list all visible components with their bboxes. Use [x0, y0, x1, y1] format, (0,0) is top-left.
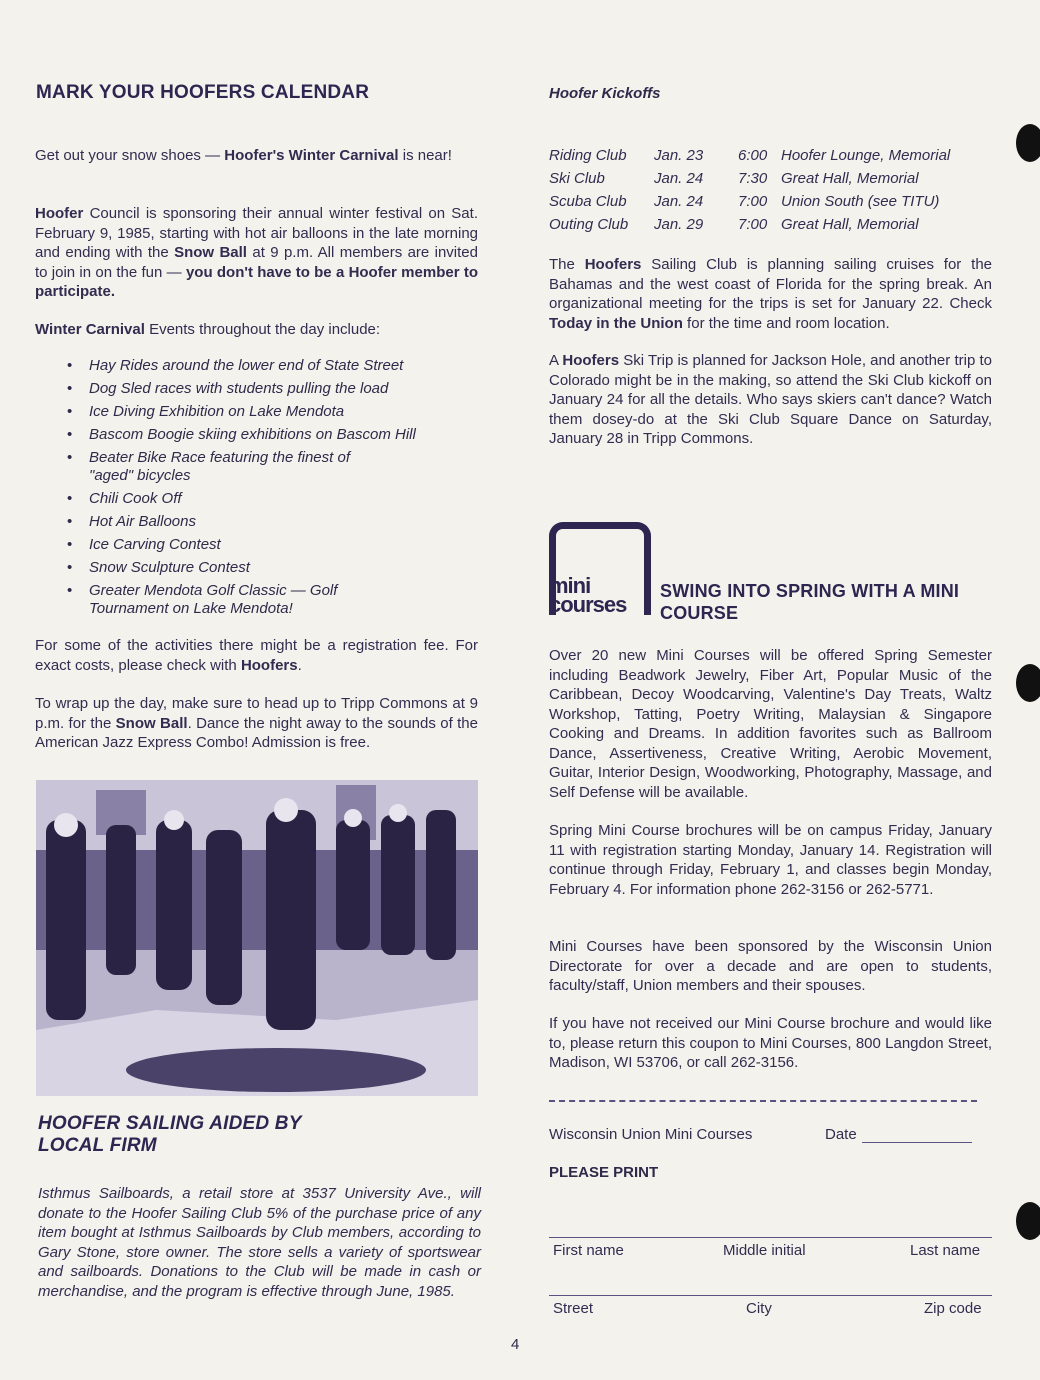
binder-hole [1016, 124, 1040, 162]
list-item: • Ice Carving Contest [35, 536, 465, 554]
time-cell: 7:00 [738, 193, 768, 210]
carnival-intro [35, 146, 478, 166]
calendar-title: MARK YOUR HOOFERS CALENDAR [36, 82, 370, 103]
mini-paragraph-3: Mini Courses have been sponsored by the Wisconsin Union Directorate for over a decade and are open to students, faculty/staff, Union members and their spouses. [549, 938, 992, 994]
council-paragraph [35, 204, 478, 302]
date-cell: Jan. 24 [654, 170, 704, 187]
text: for the time and room location. [682, 314, 890, 332]
last-name-label: Last name [910, 1242, 981, 1259]
table-row [549, 147, 950, 170]
logo-text [549, 573, 627, 617]
table-row [549, 216, 950, 239]
bold-text: Hoofers [584, 256, 642, 273]
text: . Dance the night away to the sounds of the American Jazz Express Combo! Admission is free. [35, 714, 478, 751]
logo-line: courses [549, 592, 627, 617]
date-cell: Jan. 24 [654, 193, 704, 210]
time-cell: 7:00 [738, 216, 768, 233]
bold-text: Hoofers [562, 352, 620, 369]
mini-course-title: SWING INTO SPRING WITH A MINI COURSE [660, 581, 960, 623]
list-item: • Snow Sculpture Contest [35, 559, 465, 577]
list-item: • Bascom Boogie skiing exhibitions on Bascom Hill [35, 426, 465, 444]
list-item: • Hot Air Balloons [35, 513, 465, 531]
cut-line [549, 1100, 977, 1102]
text: Events throughout the day include: [144, 321, 381, 338]
text: Sailing Club is planning sailing cruises for the Bahamas and the west coast of Florida for the spring break. An organizational meeting for the trips is set for January 22. Check [549, 256, 992, 312]
sailing-title: HOOFER SAILING AIDED BY LOCAL FIRM [38, 1113, 302, 1156]
kickoffs-title: Hoofer Kickoffs [549, 85, 661, 102]
list-item: • Dog Sled races with students pulling the load [35, 380, 465, 398]
list-item: • Ice Diving Exhibition on Lake Mendota [35, 403, 465, 421]
club-cell: Scuba Club [549, 193, 627, 210]
text: at 9 p.m. All members are invited to join in on the fun — [35, 244, 478, 281]
date-cell: Jan. 23 [654, 147, 704, 164]
registration-paragraph [35, 636, 478, 675]
list-item: • Greater Mendota Golf Classic — Golf Tournament on Lake Mendota! [35, 582, 369, 618]
city-label: City [746, 1300, 772, 1317]
bold-text: Snow Ball [174, 244, 247, 261]
table-row [549, 170, 950, 193]
date-label: Date [825, 1126, 857, 1143]
bold-text: you don't have to be a Hoofer member to participate. [35, 263, 478, 300]
table-row [549, 193, 950, 216]
coupon-org: Wisconsin Union Mini Courses [549, 1126, 753, 1143]
bold-text: Winter Carnival [35, 321, 145, 338]
mini-paragraph-4: If you have not received our Mini Course brochure and would like to, please return this coupon to Mini Courses, 800 Langdon Street, Madison, WI 53706, or call 262-3156. [549, 1015, 992, 1071]
kickoffs-table [549, 147, 950, 239]
bold-text: Snow Ball [115, 714, 188, 732]
club-cell: Riding Club [549, 147, 627, 164]
middle-initial-label: Middle initial [723, 1242, 806, 1259]
mini-paragraph-2: Spring Mini Course brochures will be on campus Friday, January 11 with registration starting Monday, January 14. Registration will continue through Friday, February 1, and classes begin Monday, February 4. For information phone 262-3156 or 262-5771. [549, 822, 992, 898]
address-field[interactable] [549, 1295, 992, 1296]
events-intro [35, 320, 478, 340]
club-cell: Outing Club [549, 216, 629, 233]
page-number: 4 [511, 1336, 520, 1353]
binder-hole [1016, 664, 1040, 702]
club-cell: Ski Club [549, 170, 605, 187]
list-item: • Beater Bike Race featuring the finest of "aged" bicycles [35, 449, 389, 485]
binder-hole [1016, 1202, 1040, 1240]
list-item: • Chili Cook Off [35, 490, 465, 508]
text: Get out your snow shoes — [35, 147, 225, 164]
place-cell: Great Hall, Memorial [781, 216, 919, 233]
ice-diving-photo [36, 780, 478, 1096]
please-print: PLEASE PRINT [549, 1164, 659, 1181]
list-item: • Hay Rides around the lower end of State Street [35, 357, 465, 375]
bold-text: Hoofer [35, 205, 84, 222]
bold-text: Today in the Union [549, 314, 683, 332]
text: To wrap up the day, make sure to head up to Tripp Commons at 9 p.m. for the [35, 695, 478, 732]
street-label: Street [553, 1300, 594, 1317]
date-field[interactable] [862, 1142, 972, 1143]
events-list [35, 357, 465, 623]
text: A [549, 352, 563, 369]
name-field[interactable] [549, 1237, 992, 1238]
place-cell: Union South (see TITU) [781, 193, 940, 210]
ski-trip-paragraph [549, 351, 992, 449]
mini-courses-logo [549, 522, 649, 618]
photo-illustration [36, 780, 478, 1096]
text: Ski Trip is planned for Jackson Hole, and another trip to Colorado might be in the making, so attend the Ski Club kickoff on January 24 for all the details. Who says skiers can't dance? Watch them dosey-do at the Ski Club Square Dance on Saturday, January 28 in Tripp Commons. [549, 352, 992, 447]
snowball-paragraph [35, 694, 478, 753]
sailing-paragraph: Isthmus Sailboards, a retail store at 3537 University Ave., will donate to the Hoofer Sailing Club 5% of the purchase price of any item bought at Isthmus Sailboards by Club members, according to Gary Stone, store owner. The store sells a variety of sportswear and sailboards. Donations to the Club will be made in cash or merchandise, and the program is effective through June, 1985. [38, 1185, 481, 1300]
time-cell: 6:00 [738, 147, 768, 164]
text: The [549, 256, 585, 273]
zip-code-label: Zip code [924, 1300, 982, 1317]
sailing-club-paragraph [549, 255, 992, 333]
text: is near! [398, 147, 452, 164]
mini-paragraph-1: Over 20 new Mini Courses will be offered Spring Semester including Beadwork Jewelry, Fiber Art, Popular Music of the Caribbean, Decoy Woodcarving, Valentine's Day Treats, Waltz Workshop, Tatting, Poetry Writing, Malaysian & Singapore Cooking and Dreams. In addition favorites such as Ballroom Dance, Assertiveness, Creative Writing, Aerobic Movement, Guitar, Interior Design, Woodworking, Photography, Massage, and Self Defense will be available. [549, 647, 992, 801]
text: . [297, 656, 302, 674]
bold-text: Hoofers [240, 656, 298, 674]
place-cell: Hoofer Lounge, Memorial [781, 147, 951, 164]
place-cell: Great Hall, Memorial [781, 170, 919, 187]
text: Council is sponsoring their annual winter festival on Sat. February 9, 1985, starting with hot air balloons in the late morning and ending with the [35, 205, 478, 261]
first-name-label: First name [553, 1242, 624, 1259]
bold-text: Hoofer's Winter Carnival [224, 147, 399, 164]
logo-line: mini [549, 573, 591, 598]
date-cell: Jan. 29 [654, 216, 704, 233]
time-cell: 7:30 [738, 170, 768, 187]
text: For some of the activities there might be a registration fee. For exact costs, please check with [35, 637, 478, 674]
